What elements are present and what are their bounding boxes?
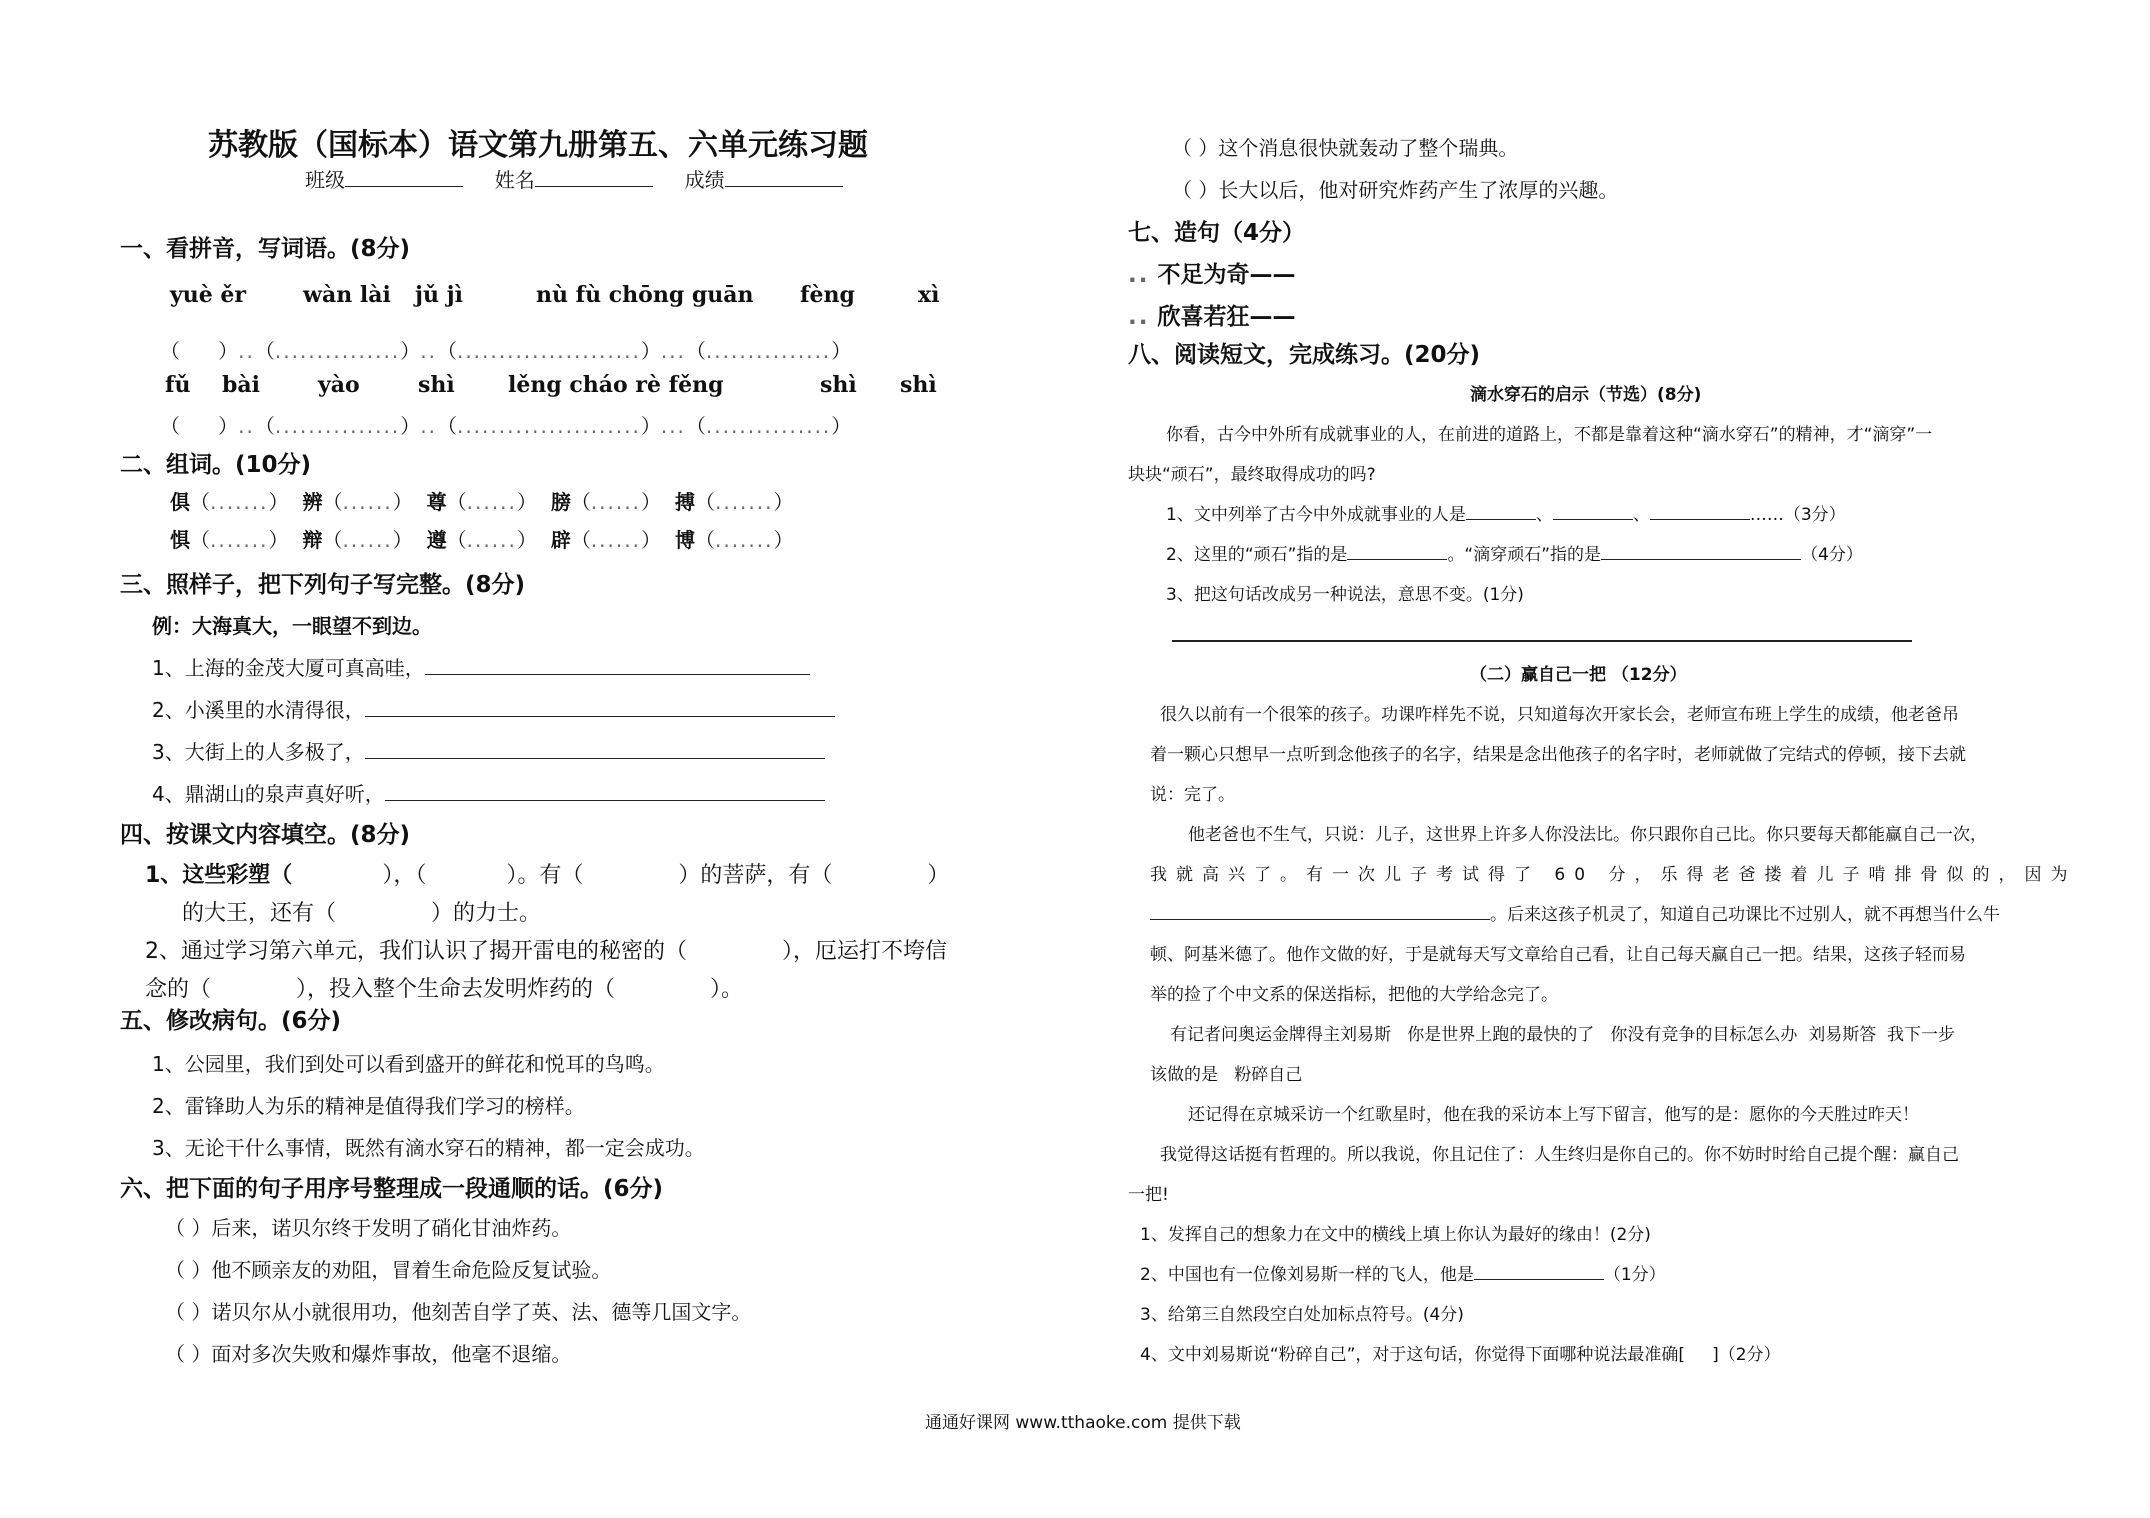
passage-line: 你看，古今中外所有成就事业的人，在前进的道路上，不都是靠着这种“滴水穿石”的精神，才“滴穿”一	[1166, 425, 1933, 445]
passage-line: 他老爸也不生气，只说：儿子，这世界上许多人你没法比。你只跟你自己比。你只要每天都能赢自己一次，	[1188, 825, 1987, 845]
pinyin-8: bài	[222, 372, 260, 398]
section-5-heading: 五、修改病句。(6分)	[120, 1008, 342, 1034]
question-3: 3、把这句话改成另一种说法，意思不变。(1分)	[1166, 585, 1524, 605]
answer-line[interactable]	[365, 738, 825, 759]
passage-line: 我就高兴了。有一次儿子考试得了 60 分，乐得老爸搂着儿子啃排骨似的，因为	[1150, 865, 2077, 885]
score-label: 成绩	[684, 168, 725, 192]
answer-line[interactable]	[385, 780, 825, 801]
passage-line: 块块“顽石”，最终取得成功的吗?	[1128, 465, 1376, 485]
answer-box-row-2[interactable]: （ ）..（...............）..（......................）...（...............）	[160, 414, 852, 438]
char: 辨	[302, 490, 323, 514]
answer-box-row-1[interactable]: （ ）..（...............）..（......................）...（...............）	[160, 339, 852, 363]
order-item: （ ）后来，诺贝尔终于发明了硝化甘油炸药。	[165, 1216, 572, 1240]
pinyin-5: fèng	[800, 282, 855, 308]
pinyin-1: yuè ěr	[170, 282, 247, 308]
char: 辩	[302, 528, 323, 552]
sentence-item: 3、无论干什么事情，既然有滴水穿石的精神，都一定会成功。	[152, 1136, 705, 1160]
pinyin-9: yào	[318, 372, 360, 398]
question-7: 4、文中刘易斯说“粉碎自己”，对于这句话，你觉得下面哪种说法最准确[ ]（2分）	[1140, 1345, 1781, 1365]
section-2-heading: 二、组词。(10分)	[120, 452, 312, 478]
question-6: 3、给第三自然段空白处加标点符号。(4分)	[1140, 1305, 1464, 1325]
section-8-heading: 八、阅读短文，完成练习。(20分)	[1128, 342, 1481, 368]
answer-line[interactable]	[1150, 903, 1490, 920]
answer-line[interactable]	[425, 654, 810, 675]
order-item: （ ）诺贝尔从小就很用功，他刻苦自学了英、法、德等几国文字。	[165, 1300, 752, 1324]
char: 俱	[170, 490, 190, 514]
order-item: （ ）这个消息很快就轰动了整个瑞典。	[1172, 136, 1519, 160]
answer-line[interactable]	[1650, 503, 1750, 520]
passage-line: 我觉得这话挺有哲理的。所以我说，你且记住了：人生终归是你自己的。你不妨时时给自己提个醒：赢自己	[1160, 1145, 1959, 1165]
question-5: 2、中国也有一位像刘易斯一样的飞人，他是 （1分）	[1140, 1265, 1666, 1285]
fill-blank-1: 1、这些彩塑（ ），（ ）。有（ ）的菩萨，有（ ）	[145, 863, 950, 888]
section-7-heading: 七、造句（4分）	[1128, 220, 1306, 246]
sentence-item: 2、雷锋助人为乐的精神是值得我们学习的榜样。	[152, 1094, 585, 1118]
fill-blank-2: 的大王，还有（ ）的力士。	[182, 901, 542, 926]
answer-line[interactable]	[1466, 503, 1536, 520]
passage-line: 很久以前有一个很笨的孩子。功课咋样先不说，只知道每次开家长会，老师宣布班上学生的成绩，他老爸吊	[1160, 705, 1959, 725]
section-1-heading: 一、看拼音，写词语。(8分)	[120, 236, 411, 262]
passage-2-title: （二）赢自己一把 （12分）	[1470, 665, 1687, 685]
info-line	[305, 164, 843, 193]
section-3-heading: 三、照样子，把下列句子写完整。(8分)	[120, 572, 526, 598]
question-1: 1、文中列举了古今中外成就事业的人是 、 、 ……（3分）	[1166, 505, 1846, 525]
pinyin-2: wàn lài	[303, 282, 391, 308]
example-sentence: 例：大海真大，一眼望不到边。	[152, 614, 432, 638]
pinyin-12: shì	[820, 372, 857, 398]
class-field[interactable]	[345, 166, 463, 187]
pinyin-3: jǔ jì	[415, 282, 463, 308]
passage-line: 一把!	[1128, 1185, 1169, 1205]
answer-line[interactable]	[1347, 543, 1447, 560]
char: 辟	[550, 528, 571, 552]
pinyin-4: nù fù chōng guān	[536, 282, 754, 308]
fill-item: 4、鼎湖山的泉声真好听，	[152, 778, 825, 807]
passage-line: 有记者问奥运金牌得主刘易斯 你是世界上跑的最快的了 你没有竞争的目标怎么办 刘易斯答 我下一步	[1170, 1025, 1956, 1045]
make-sentence-item: .. 不足为奇——	[1128, 262, 1296, 288]
order-item: （ ）他不顾亲友的劝阻，冒着生命危险反复试验。	[165, 1258, 612, 1282]
fill-blank-4: 念的（ ），投入整个生命去发明炸药的（ ）。	[145, 977, 744, 1002]
passage-line: 该做的是 粉碎自己	[1150, 1065, 1303, 1085]
section-4-heading: 四、按课文内容填空。(8分)	[120, 822, 411, 848]
order-item: （ ）长大以后，他对研究炸药产生了浓厚的兴趣。	[1172, 178, 1619, 202]
sentence-item: 1、公园里，我们到处可以看到盛开的鲜花和悦耳的鸟鸣。	[152, 1052, 665, 1076]
pinyin-13: shì	[900, 372, 937, 398]
section-6-heading: 六、把下面的句子用序号整理成一段通顺的话。(6分)	[120, 1176, 664, 1202]
answer-line[interactable]	[1553, 503, 1633, 520]
fill-item: 2、小溪里的水清得很，	[152, 694, 835, 723]
pinyin-6: xì	[918, 282, 940, 308]
page-title: 苏教版（国标本）语文第九册第五、六单元练习题	[208, 128, 868, 163]
char: 惧	[170, 528, 190, 552]
char: 膀	[550, 490, 571, 514]
pinyin-10: shì	[418, 372, 455, 398]
passage-line: 举的捡了个中文系的保送指标，把他的大学给念完了。	[1150, 985, 1558, 1005]
answer-line[interactable]	[1601, 543, 1801, 560]
char: 遵	[426, 528, 447, 552]
char: 尊	[426, 490, 447, 514]
name-field[interactable]	[535, 166, 653, 187]
word-row-2: 惧（.......） 辩（......） 遵（......） 辟（......） 博（.......）	[170, 528, 794, 552]
question-2: 2、这里的“顽石”指的是 。“滴穿顽石”指的是 （4分）	[1166, 545, 1863, 565]
pinyin-11: lěng cháo rè fěng	[508, 372, 724, 398]
answer-rule[interactable]	[1172, 640, 1912, 642]
char: 搏	[674, 490, 695, 514]
answer-line[interactable]	[1474, 1263, 1604, 1280]
passage-line: 着一颗心只想早一点听到念他孩子的名字，结果是念出他孩子的名字时，老师就做了完结式的停顿，接下去就	[1150, 745, 1966, 765]
pinyin-7: fǔ	[165, 372, 191, 398]
make-sentence-item: .. 欣喜若狂——	[1128, 304, 1296, 330]
footer-credit: 通通好课网 www.tthaoke.com 提供下载	[925, 1413, 1241, 1433]
fill-item: 1、上海的金茂大厦可真高哇，	[152, 652, 810, 681]
word-row-1: 俱（.......） 辨（......） 尊（......） 膀（......） 搏（.......）	[170, 490, 794, 514]
passage-1-title: 滴水穿石的启示（节选）(8分)	[1470, 385, 1702, 405]
fill-blank-3: 2、通过学习第六单元，我们认识了揭开雷电的秘密的（ ），厄运打不垮信	[145, 939, 948, 964]
passage-line: 。后来这孩子机灵了，知道自己功课比不过别人，就不再想当什么牛	[1150, 900, 2000, 925]
answer-line[interactable]	[365, 696, 835, 717]
order-item: （ ）面对多次失败和爆炸事故，他毫不退缩。	[165, 1342, 572, 1366]
question-4: 1、发挥自己的想象力在文中的横线上填上你认为最好的缘由！(2分)	[1140, 1225, 1651, 1245]
passage-line: 说：完了。	[1150, 785, 1235, 805]
score-field[interactable]	[725, 166, 843, 187]
class-label: 班级	[305, 168, 345, 192]
name-label: 姓名	[494, 168, 535, 192]
char: 博	[674, 528, 695, 552]
fill-item: 3、大街上的人多极了，	[152, 736, 825, 765]
passage-line: 顿、阿基米德了。他作文做的好，于是就每天写文章给自己看，让自己每天赢自己一把。结果，这孩子轻而易	[1150, 945, 1966, 965]
passage-line: 还记得在京城采访一个红歌星时，他在我的采访本上写下留言，他写的是：愿你的今天胜过昨天！	[1188, 1105, 1919, 1125]
